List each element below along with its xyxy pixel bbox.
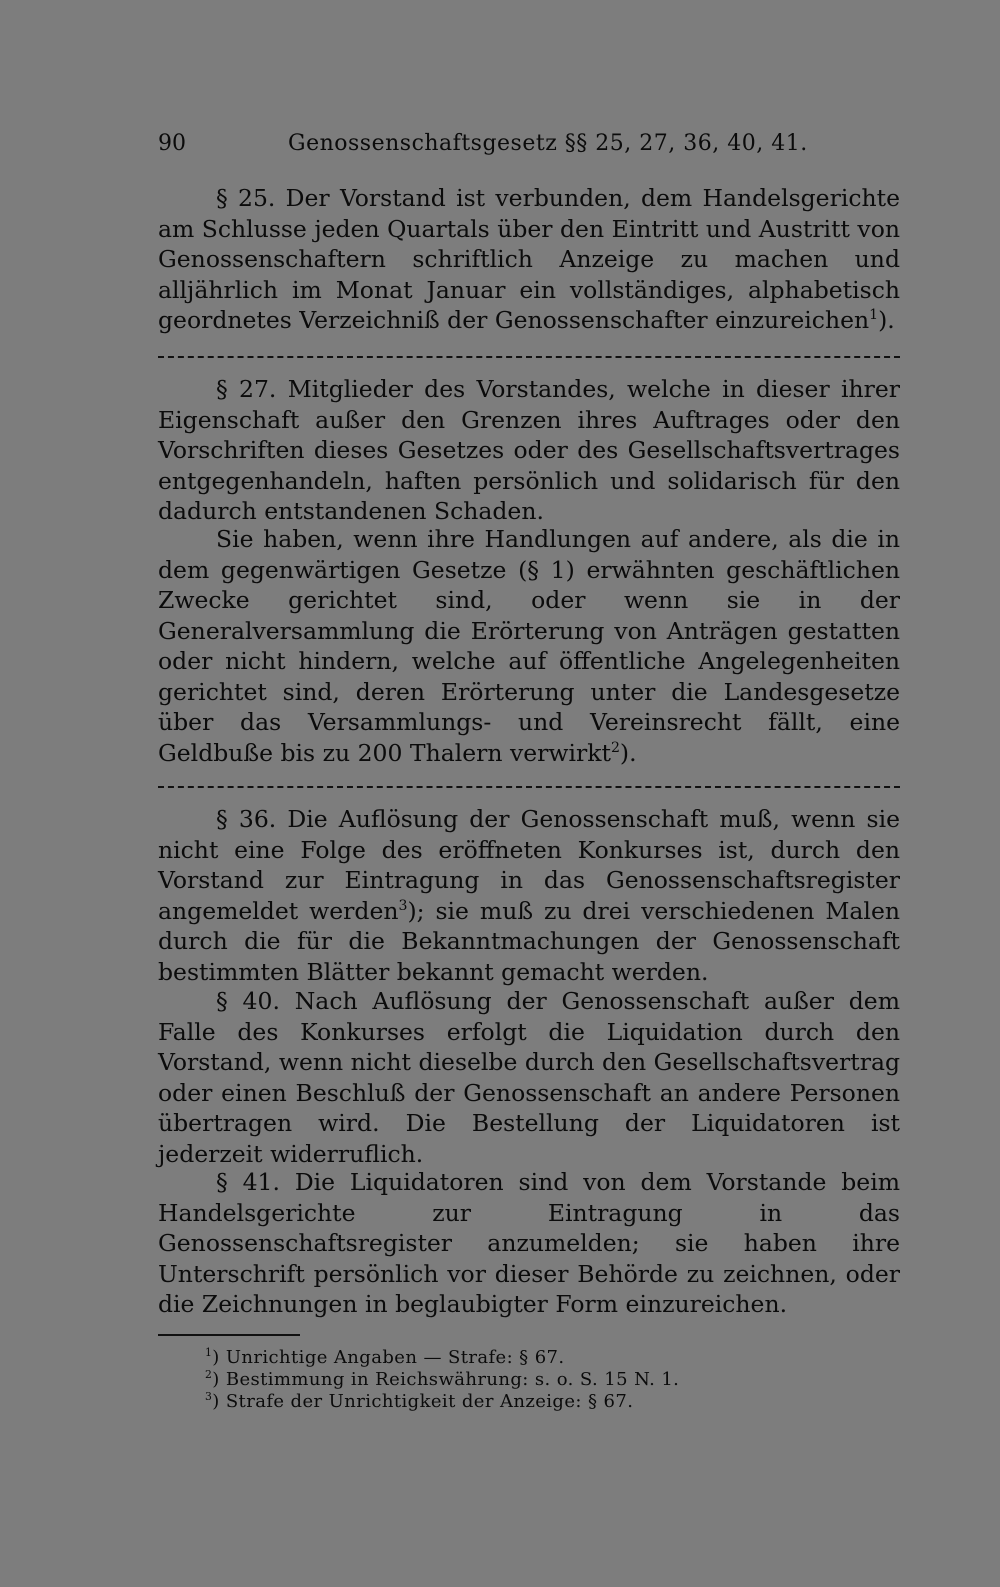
omission-divider [158,356,900,358]
footnote-mark: 1 [205,1346,213,1359]
footnote-mark: 3 [205,1390,213,1403]
section-36-text: § 36. Die Auflösung der Genossenschaft muß, wenn sie nicht eine Folge des eröffneten Konkurses ist, durch den Vorstand zur Eintragung in das Genossenschaftsregister angemeldet werden [158,805,900,925]
footnote-ref-1: 1 [869,307,879,324]
footnote-text: ) Strafe der Unrichtigkeit der Anzeige: § 67. [212,1391,634,1412]
section-25-paragraph [158,183,900,336]
section-36-tail: ); sie muß zu drei verschiedenen Malen durch die für die Bekanntmachungen der Genossenschaft bestimmten Blätter bekannt gemacht werden. [158,896,900,986]
footnote-mark: 2 [205,1368,213,1381]
section-25-text: § 25. Der Vorstand ist verbunden, dem Handelsgerichte am Schlusse jeden Quartals über den Eintritt und Austritt von Genossenschaftern schriftlich Anzeige zu machen und alljährlich im Monat Januar ein vollständiges, alphabetisch geordnetes Verzeichniß der Genossenschafter einzureichen [158,184,900,334]
section-41-text: § 41. Die Liquidatoren sind von dem Vorstande beim Handelsgerichte zur Eintragung in das Genossenschaftsregister anzumelden; sie haben ihre Unterschrift persönlich vor dieser Behörde zu zeichnen, oder die Zeichnungen in beglaubigter Form einzureichen. [158,1168,900,1318]
section-40-text: § 40. Nach Auflösung der Genossenschaft außer dem Falle des Konkurses erfolgt die Liquidation durch den Vorstand, wenn nicht dieselbe durch den Gesellschaftsvertrag oder einen Beschluß der Genossenschaft an andere Personen übertragen wird. Die Bestellung der Liquidatoren ist jederzeit widerruflich. [158,987,900,1168]
section-27-text: § 27. Mitglieder des Vorstandes, welche in dieser ihrer Eigenschaft außer den Grenzen ihres Auftrages oder den Vorschriften dieses Gesetzes oder des Gesellschaftsvertrages entgegenhandeln, haften persönlich und solidarisch für den dadurch entstandenen Schaden. [158,375,900,525]
section-27-paragraph-2 [158,524,900,768]
section-27-text-2: Sie haben, wenn ihre Handlungen auf andere, als die in dem gegenwärtigen Gesetze (§ 1) erwähnten geschäftlichen Zwecke gerichtet sind, oder wenn sie in der Generalversammlung die Erörterung von Anträgen gestatten oder nicht hindern, welche auf öffentliche Angelegenheiten gerichtet sind, deren Erörterung unter die Landesgesetze über das Versammlungs- und Vereinsrecht fällt, eine Geldbuße bis zu 200 Thalern verwirkt [158,525,900,767]
footnote-text: ) Unrichtige Angaben — Strafe: § 67. [212,1347,565,1368]
footnote-text: ) Bestimmung in Reichswährung: s. o. S. 15 N. 1. [212,1369,680,1390]
footnote-2 [205,1369,905,1391]
section-40-paragraph [158,986,900,1169]
running-title: Genossenschaftsgesetz §§ 25, 27, 36, 40, 41. [288,131,808,156]
footnote-ref-3: 3 [398,897,408,914]
footnote-rule [158,1334,300,1336]
footnotes [205,1347,905,1413]
omission-divider [158,786,900,788]
footnote-1 [205,1347,905,1369]
footnote-ref-2: 2 [610,739,620,756]
section-36-paragraph [158,804,900,987]
section-41-paragraph [158,1167,900,1320]
page-number: 90 [158,131,186,156]
section-25-tail: ). [878,306,895,334]
section-27-tail: ). [619,738,637,767]
section-27-paragraph [158,374,900,527]
page-header [158,126,900,162]
footnote-3 [205,1391,905,1413]
